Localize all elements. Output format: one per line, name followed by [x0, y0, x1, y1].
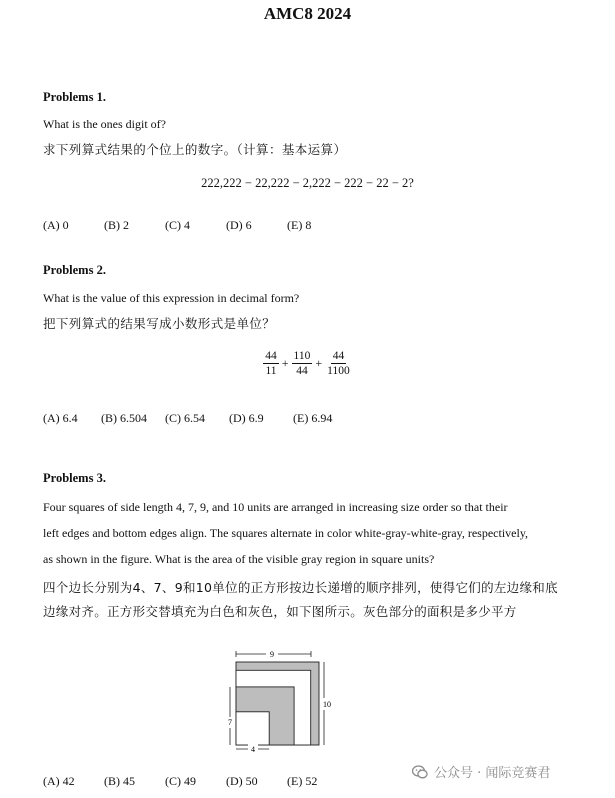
wechat-icon	[412, 765, 428, 779]
problem-3-cn-line: 边缘对齐。正方形交替填充为白色和灰色，如下图所示。灰色部分的面积是多少平方	[43, 604, 517, 619]
label-top: 9	[270, 650, 274, 659]
label-left: 7	[228, 718, 232, 727]
fraction-1-denominator: 11	[265, 365, 277, 377]
choice-b: (B) 45	[104, 774, 135, 788]
choice-e: (E) 52	[287, 774, 318, 788]
choice-d: (D) 6.9	[229, 411, 264, 425]
plus-operator: +	[315, 356, 323, 370]
squares-figure	[222, 648, 332, 754]
label-bottom: 4	[251, 745, 255, 754]
watermark-text: 公众号 · 闻际竞赛君	[434, 766, 551, 781]
choice-e: (E) 8	[287, 218, 312, 232]
choice-a: (A) 0	[43, 218, 69, 232]
problem-1-question-en: What is the ones digit of?	[43, 117, 166, 131]
problem-3-question-en	[43, 494, 588, 572]
choice-c: (C) 6.54	[165, 411, 205, 425]
problem-2-expression	[0, 350, 615, 377]
problem-3-cn-line: 四个边长分别为4、7、9和10单位的正方形按边长递增的顺序排列，使得它们的左边缘和底	[43, 580, 558, 595]
choice-c: (C) 4	[165, 218, 190, 232]
plus-operator: +	[281, 356, 289, 370]
problem-1-choices	[43, 218, 311, 233]
problem-3-line: Four squares of side length 4, 7, 9, and 10 units are arranged in increasing size order so that their	[43, 500, 508, 514]
choice-a: (A) 6.4	[43, 411, 78, 425]
problem-2-heading: Problems 2.	[43, 263, 106, 277]
problem-2-question-cn: 把下列算式的结果写成小数形式是单位？	[43, 316, 276, 331]
fraction-3-denominator: 1100	[327, 365, 350, 377]
problem-3-line: left edges and bottom edges align. The squares alternate in color white-gray-white-gray, respectively,	[43, 526, 529, 540]
problem-1-expression: 222,222 − 22,222 − 2,222 − 222 − 22 − 2?	[201, 176, 414, 190]
document-title: AMC8 2024	[263, 4, 352, 23]
problem-2-choices	[43, 411, 332, 426]
fraction-2-numerator: 110	[293, 350, 311, 362]
choice-e: (E) 6.94	[293, 411, 333, 425]
label-right: 10	[323, 700, 331, 709]
problem-3-question-cn	[43, 576, 593, 624]
problem-2-question-en: What is the value of this expression in decimal form?	[43, 291, 300, 305]
fraction-2	[292, 350, 313, 377]
choice-b: (B) 6.504	[101, 411, 147, 425]
fraction-1-numerator: 44	[265, 350, 277, 362]
fraction-1	[263, 350, 279, 377]
fraction-3-numerator: 44	[332, 350, 345, 362]
problem-1-heading: Problems 1.	[43, 90, 106, 104]
watermark	[412, 762, 550, 781]
problem-1-question-cn: 求下列算式结果的个位上的数字。（计算：基本运算）	[43, 142, 347, 157]
square-4-white	[236, 712, 269, 745]
problem-3-line: as shown in the figure. What is the area of the visible gray region in square units?	[43, 552, 435, 566]
problem-3-choices	[43, 774, 317, 789]
choice-a: (A) 42	[43, 774, 75, 788]
fraction-3	[325, 350, 352, 377]
choice-d: (D) 50	[226, 774, 258, 788]
fraction-2-denominator: 44	[296, 365, 308, 377]
choice-c: (C) 49	[165, 774, 196, 788]
choice-b: (B) 2	[104, 218, 129, 232]
problem-3-heading: Problems 3.	[43, 471, 106, 485]
choice-d: (D) 6	[226, 218, 252, 232]
